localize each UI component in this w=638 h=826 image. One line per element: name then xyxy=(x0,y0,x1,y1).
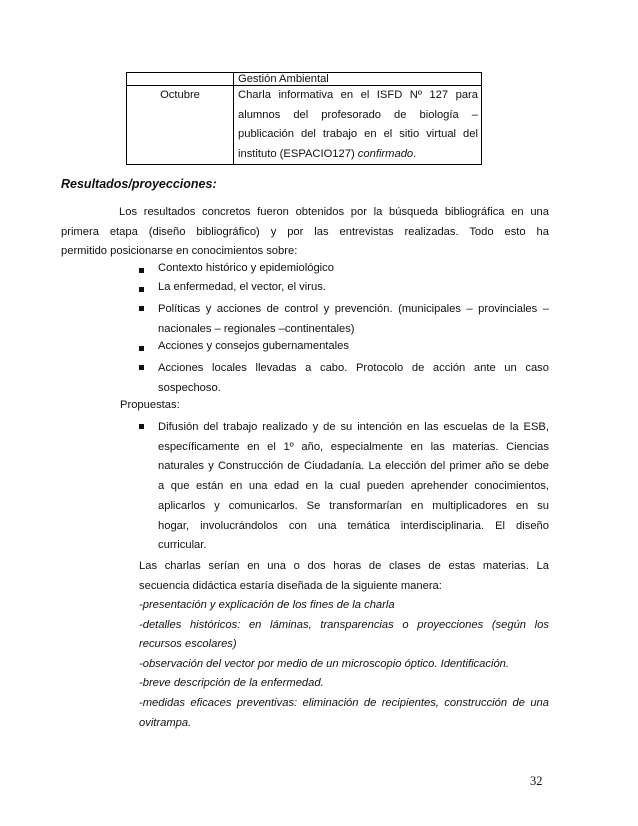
proposal-line: a que están en una edad en la cual pueden aprehender conocimientos, xyxy=(158,480,549,493)
intro-line: Los resultados concretos fueron obtenidos por la búsqueda bibliográfica en una xyxy=(119,206,549,218)
proposal-line: Difusión del trabajo realizado y de su intención en las escuelas de la ESB, xyxy=(158,421,549,433)
sequence-line: -medidas eficaces preventivas: eliminación de recipientes, construcción de una xyxy=(139,696,549,709)
talks-line: secuencia didáctica estaría diseñada de la siguiente manera: xyxy=(139,579,442,592)
knowledge-item xyxy=(158,359,549,398)
activity-status: confirmado xyxy=(357,147,414,160)
activities-table xyxy=(126,72,482,165)
proposal-line: específicamente en el 1º año, especialmente en las materias. Ciencias xyxy=(158,440,549,453)
proposal-line: naturales y Construcción de Ciudadanía. La elección del primer año se debe xyxy=(158,460,549,473)
bullet-icon xyxy=(139,365,144,370)
knowledge-item-line: Acciones locales llevadas a cabo. Protocolo de acción ante un caso xyxy=(158,362,549,374)
proposals-label: Propuestas: xyxy=(120,399,180,411)
proposal-line: curricular. xyxy=(158,539,207,552)
bullet-icon xyxy=(139,268,144,273)
bullet-icon xyxy=(139,287,144,292)
sequence-line: recursos escolares) xyxy=(139,638,237,651)
sequence-line: -breve descripción de la enfermedad. xyxy=(139,677,324,690)
knowledge-item: Contexto histórico y epidemiológico xyxy=(158,262,334,274)
table-cell-topic: Gestión Ambiental xyxy=(234,73,482,86)
page-number: 32 xyxy=(530,774,543,788)
month-label: Octubre xyxy=(160,89,200,101)
activity-text: instituto (ESPACIO127) xyxy=(238,147,358,160)
knowledge-item: Acciones y consejos gubernamentales xyxy=(158,340,349,352)
knowledge-item-line: nacionales – regionales –continentales) xyxy=(158,322,355,335)
section-title: Resultados/proyecciones: xyxy=(61,177,217,191)
sequence-line: -observación del vector por medio de un microscopio óptico. Identificación. xyxy=(139,657,510,670)
intro-line: primera etapa (diseño bibliográfico) y por las entrevistas realizadas. Todo esto ha xyxy=(61,225,549,238)
proposal-line: aplicarlos y comunicarlos. Se transformarían en multiplicadores en su xyxy=(158,499,549,512)
bullet-icon xyxy=(139,306,144,311)
activity-line: alumnos del profesorado de biología – xyxy=(238,108,478,121)
activity-line: publicación del trabajo en el sitio virtual del xyxy=(238,128,478,141)
table-cell-empty xyxy=(127,73,234,86)
sequence-list xyxy=(139,596,549,733)
bullet-icon xyxy=(139,346,144,351)
sequence-line: ovitrampa. xyxy=(139,716,192,729)
intro-paragraph xyxy=(61,203,549,262)
sequence-line: -presentación y explicación de los fines de la charla xyxy=(139,599,395,611)
bullet-icon xyxy=(139,424,144,429)
table-cell-activity xyxy=(234,86,482,165)
knowledge-item xyxy=(158,300,549,339)
table-cell-month xyxy=(127,86,234,165)
proposal-item xyxy=(158,418,549,556)
activity-line: Charla informativa en el ISFD Nº 127 para xyxy=(238,89,478,101)
talks-line: Las charlas serían en una o dos horas de clases de estas materias. La xyxy=(139,560,549,572)
knowledge-item: La enfermedad, el vector, el virus. xyxy=(158,281,326,293)
intro-line: permitido posicionarse en conocimientos sobre: xyxy=(61,245,298,257)
sequence-line: -detalles históricos: en láminas, transparencias o proyecciones (según los xyxy=(139,618,549,631)
knowledge-item-line: Políticas y acciones de control y prevención. (municipales – provinciales – xyxy=(158,303,549,315)
proposal-line: hogar, involucrándolos con una temática interdisciplinaria. El diseño xyxy=(158,519,549,532)
activity-period: . xyxy=(413,147,417,160)
knowledge-item-line: sospechoso. xyxy=(158,381,221,394)
talks-paragraph xyxy=(139,557,549,596)
activity-line-last xyxy=(238,145,478,165)
